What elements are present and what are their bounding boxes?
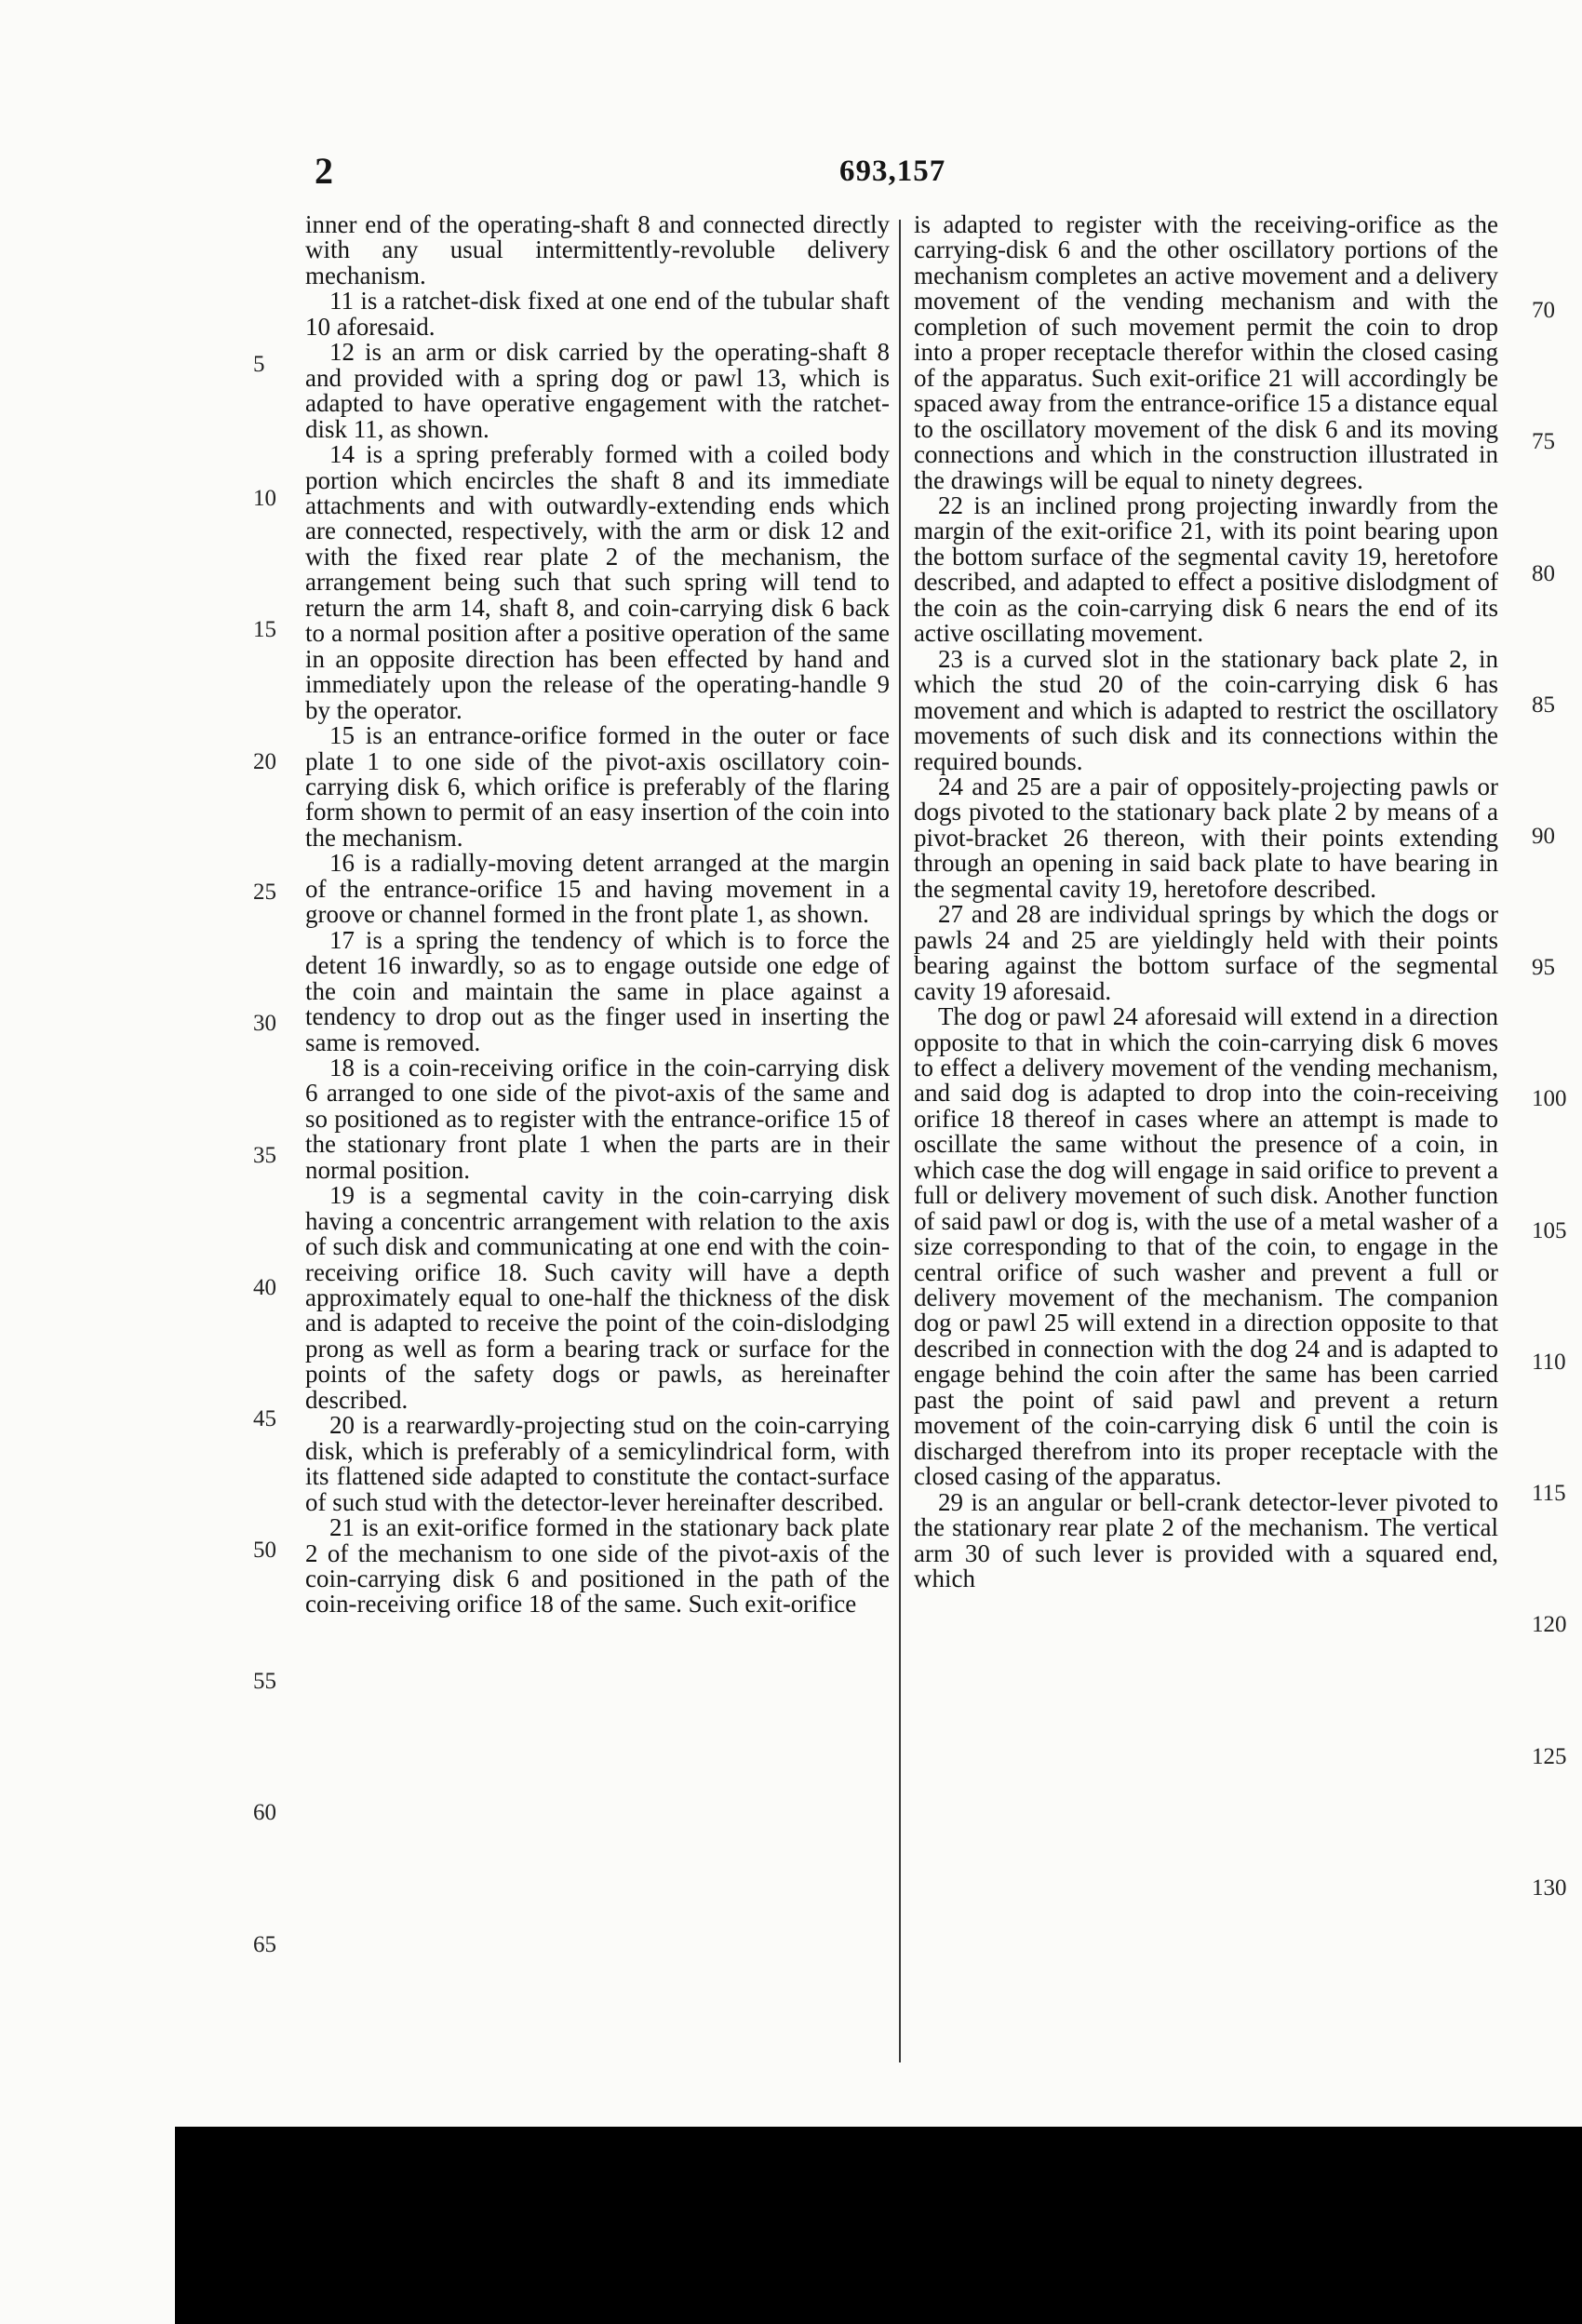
line-number: 45 <box>253 1406 276 1431</box>
line-number: 80 <box>1532 561 1555 586</box>
line-number: 75 <box>1532 429 1555 454</box>
line-number: 70 <box>1532 298 1555 323</box>
left-paragraph: 15 is an entrance-orifice formed in the outer or face plate 1 to one side of the pivot-axis oscillatory coin-carrying disk 6, which orifice is preferably of the flaring form shown to permit of an easy insertion of the coin into the mechanism. <box>305 721 890 852</box>
left-paragraph: 17 is a spring the tendency of which is to force the detent 16 inwardly, so as to engage outside one edge of the coin and maintain the same in place against a tendency to drop out as the finger used in inserting the same is removed. <box>305 925 890 1056</box>
patent-number: 693,157 <box>839 154 946 188</box>
line-number: 120 <box>1532 1612 1567 1637</box>
line-number: 65 <box>253 1932 276 1957</box>
left-column <box>305 212 890 1618</box>
right-paragraph: 23 is a curved slot in the stationary back plate 2, in which the stud 20 of the coin-carrying disk 6 has movement and which is adapted to restrict the oscillatory movements of such disk and its connections within the required bounds. <box>914 644 1498 775</box>
line-number: 130 <box>1532 1875 1567 1901</box>
line-number: 20 <box>253 749 276 774</box>
line-number: 10 <box>253 486 276 511</box>
right-column <box>914 212 1498 1592</box>
right-paragraph: The dog or pawl 24 aforesaid will extend in a direction opposite to that in which the coin-carrying disk 6 moves to effect a delivery movement of the vending mechanism, and said dog is adapted to drop into the coin-receiving orifice 18 thereof in cases where an attempt is made to oscillate the same without the presence of a coin, in which case the dog will engage in said orifice to prevent a full or delivery movement of such disk. Another function of said pawl or dog is, with the use of a metal washer of a size corresponding to that of the coin, to engage in the central orifice of such washer and prevent a full or delivery movement of the mechanism. The companion dog or pawl 25 will extend in a direction opposite to that described in connection with the dog 24 and is adapted to engage behind the coin after the same has been carried past the point of said pawl and prevent a return movement of the coin-carrying disk 6 until the coin is discharged therefrom into its proper receptacle with the closed casing of the apparatus. <box>914 1002 1498 1491</box>
line-number: 95 <box>1532 955 1555 980</box>
line-number: 15 <box>253 617 276 642</box>
left-paragraph: 21 is an exit-orifice formed in the stationary back plate 2 of the mechanism to one side of the pivot-axis of the coin-carrying disk 6 and positioned in the path of the coin-receiving orifice 18 of the same. Such exit-orifice <box>305 1513 890 1619</box>
line-number: 55 <box>253 1669 276 1694</box>
line-number: 25 <box>253 880 276 905</box>
page-number: 2 <box>315 150 333 192</box>
right-paragraph: 22 is an inclined prong projecting inwardly from the margin of the exit-orifice 21, with its point bearing upon the bottom surface of the segmental cavity 19, heretofore described, and adapted to effect a positive dislodgment of the coin as the coin-carrying disk 6 nears the end of its active oscillating movement. <box>914 490 1498 648</box>
line-number: 60 <box>253 1800 276 1825</box>
left-paragraph: 11 is a ratchet-disk fixed at one end of the tubular shaft 10 aforesaid. <box>305 287 890 341</box>
right-paragraph: 29 is an angular or bell-crank detector-lever pivoted to the stationary rear plate 2 of the mechanism. The vertical arm 30 of such lever is provided with a squared end, which <box>914 1487 1498 1593</box>
left-paragraph-continuation: inner end of the operating-shaft 8 and connected directly with any usual intermittently-revoluble delivery mechanism. <box>305 210 890 289</box>
scan-edge-bar <box>175 2127 1582 2324</box>
line-number: 50 <box>253 1538 276 1563</box>
line-number: 5 <box>253 352 265 377</box>
line-number: 110 <box>1532 1350 1566 1375</box>
line-number: 115 <box>1532 1481 1566 1506</box>
left-paragraph: 18 is a coin-receiving orifice in the coin-carrying disk 6 arranged to one side of the pivot-axis of the same and so positioned as to register with the entrance-orifice 15 of the stationary front plate 1 when the parts are in their normal position. <box>305 1053 890 1184</box>
line-number: 125 <box>1532 1744 1567 1769</box>
line-number: 40 <box>253 1275 276 1300</box>
right-paragraph-continuation: is adapted to register with the receiving-orifice as the carrying-disk 6 and the other oscillatory portions of the mechanism completes an active movement and a delivery movement of the vending mechanism and with the completion of such movement permit the coin to drop into a proper receptacle therefor within the closed casing of the apparatus. Such exit-orifice 21 will accordingly be spaced away from the entrance-orifice 15 a distance equal to the oscillatory movement of the disk 6 and its moving connections and which in the construction illustrated in the drawings will be equal to ninety degrees. <box>914 210 1498 494</box>
right-paragraph: 27 and 28 are individual springs by which the dogs or pawls 24 and 25 are yieldingly held with their points bearing against the bottom surface of the segmental cavity 19 aforesaid. <box>914 900 1498 1005</box>
left-paragraph: 19 is a segmental cavity in the coin-carrying disk having a concentric arrangement with relation to the axis of such disk and communicating at one end with the coin-receiving orifice 18. Such cavity will have a depth approximately equal to one-half the thickness of the disk and is adapted to receive the point of the coin-dislodging prong as well as form a bearing track or surface for the points of the safety dogs or pawls, as hereinafter described. <box>305 1181 890 1414</box>
line-number: 30 <box>253 1011 276 1036</box>
line-number: 35 <box>253 1143 276 1168</box>
line-number: 105 <box>1532 1218 1567 1243</box>
left-paragraph: 20 is a rearwardly-projecting stud on the coin-carrying disk, which is preferably of a semicylindrical form, with its flattened side adapted to constitute the contact-surface of such stud with the detector-lever hereinafter described. <box>305 1411 890 1516</box>
line-number: 85 <box>1532 692 1555 718</box>
left-paragraph: 14 is a spring preferably formed with a coiled body portion which encircles the shaft 8 and its immediate attachments and with outwardly-extending ends which are connected, respectively, with the arm or disk 12 and with the fixed rear plate 2 of the mechanism, the arrangement being such that such spring will tend to return the arm 14, shaft 8, and coin-carrying disk 6 back to a normal position after a positive operation of the same in an opposite direction has been effected by hand and immediately upon the release of the operating-handle 9 by the operator. <box>305 440 890 724</box>
column-divider <box>899 220 901 2062</box>
right-paragraph: 24 and 25 are a pair of oppositely-projecting pawls or dogs pivoted to the stationary back plate 2 by means of a pivot-bracket 26 thereon, with their points extending through an opening in said back plate to have bearing in the segmental cavity 19, heretofore described. <box>914 772 1498 903</box>
line-number: 100 <box>1532 1086 1567 1111</box>
left-paragraph: 16 is a radially-moving detent arranged at the margin of the entrance-orifice 15 and having movement in a groove or channel formed in the front plate 1, as shown. <box>305 849 890 929</box>
left-paragraph: 12 is an arm or disk carried by the operating-shaft 8 and provided with a spring dog or pawl 13, which is adapted to have operative engagement with the ratchet-disk 11, as shown. <box>305 338 890 443</box>
line-number: 90 <box>1532 824 1555 849</box>
